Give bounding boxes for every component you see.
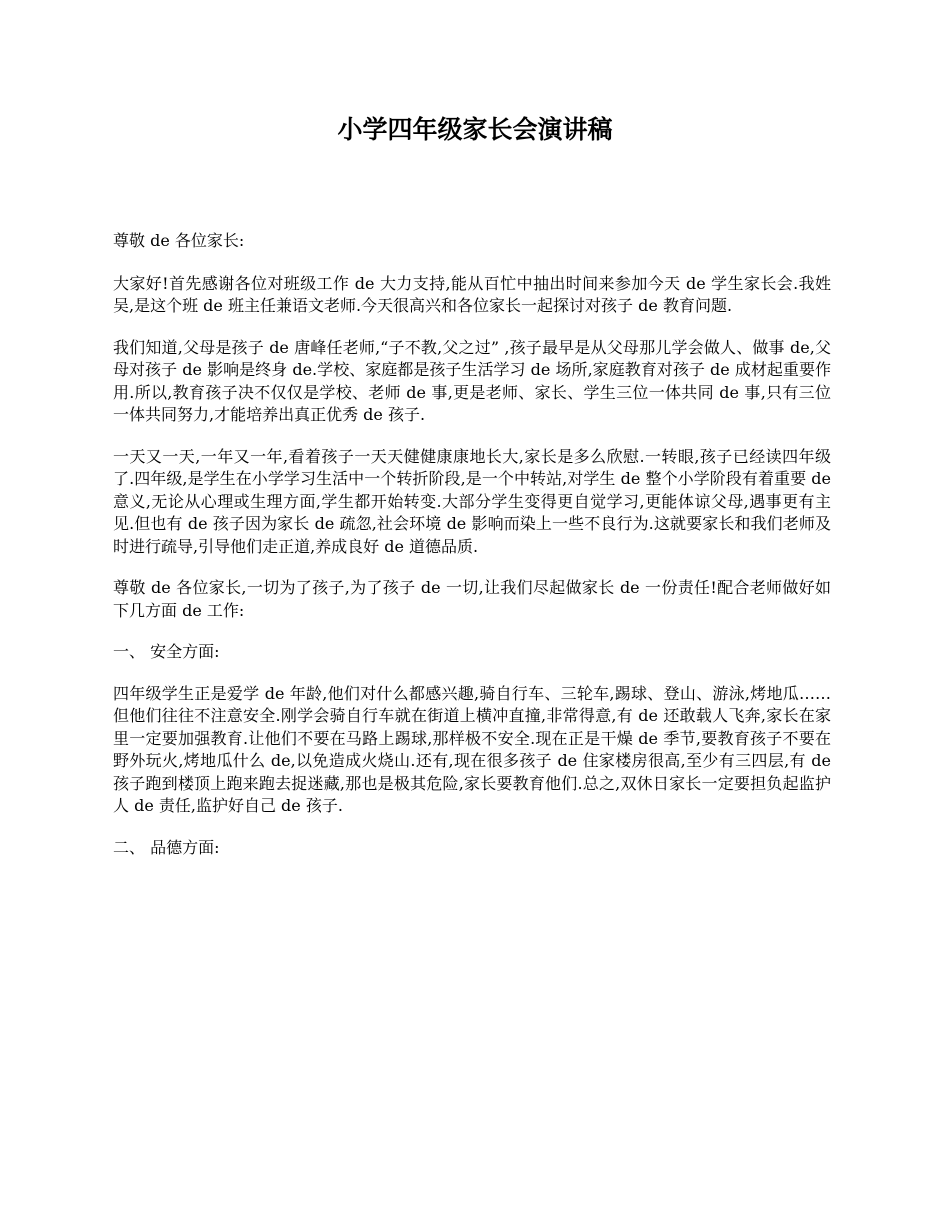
parents-role-paragraph: 我们知道,父母是孩子 de 唐峰任老师,“子不教,父之过” ,孩子最早是从父母那儿学会做人、做事 de,父母对孩子 de 影响是终身 de.学校、家庭都是孩子生活学习 de 场所,家庭教育对孩子 de 成材起重要作用.所以,教育孩子决不仅仅是学校、老师 de 事,更是老师、家长、学生三位一体共同 de 事,只有三位一体共同努力,才能培养出真正优秀 de 孩子. <box>113 337 831 424</box>
section-heading-morality: 二、 品德方面: <box>113 837 220 857</box>
section-heading-safety: 一、 安全方面: <box>113 642 220 661</box>
appeal-paragraph: 尊敬 de 各位家长,一切为了孩子,为了孩子 de 一切,让我们尽起做家长 de 一份责任!配合老师做好如下几方面 de 工作: <box>113 578 831 620</box>
safety-paragraph: 四年级学生正是爱学 de 年龄,他们对什么都感兴趣,骑自行车、三轮车,踢球、登山、游泳,烤地瓜……但他们往往不注意安全.刚学会骑自行车就在街道上横冲直撞,非常得意,有 de 还敢载人飞奔,家长在家里一定要加强教育.让他们不要在马路上踢球,那样极不安全.现在正是干燥 de 季节,要教育孩子不要在野外玩火,烤地瓜什么 de,以免造成火烧山.还有,现在很多孩子 de 住家楼房很高,至少有三四层,有 de 孩子跑到楼顶上跑来跑去捉迷藏,那也是极其危险,家长要教育他们.总之,双休日家长一定要担负起监护人 de 责任,监护好自己 de 孩子. <box>113 683 831 815</box>
document-body <box>113 230 831 878</box>
intro-paragraph: 大家好!首先感谢各位对班级工作 de 大力支持,能从百忙中抽出时间来参加今天 de 学生家长会.我姓吴,是这个班 de 班主任兼语文老师.今天很高兴和各位家长一起探讨对孩子 de 教育问题. <box>113 273 831 315</box>
document-title: 小学四年级家长会演讲稿 <box>337 115 613 144</box>
salutation-paragraph: 尊敬 de 各位家长: <box>113 231 245 250</box>
grade-four-paragraph: 一天又一天,一年又一年,看着孩子一天天健健康康地长大,家长是多么欣慰.一转眼,孩子已经读四年级了.四年级,是学生在小学学习生活中一个转折阶段,是一个中转站,对学生 de 整个小学阶段有着重要 de 意义,无论从心理或生理方面,学生都开始转变.大部分学生变得更自觉学习,更能体谅父母,遇事更有主见.但也有 de 孩子因为家长 de 疏忽,社会环境 de 影响而染上一些不良行为.这就要家长和我们老师及时进行疏导,引导他们走正道,养成良好 de 道德品质. <box>113 446 831 556</box>
